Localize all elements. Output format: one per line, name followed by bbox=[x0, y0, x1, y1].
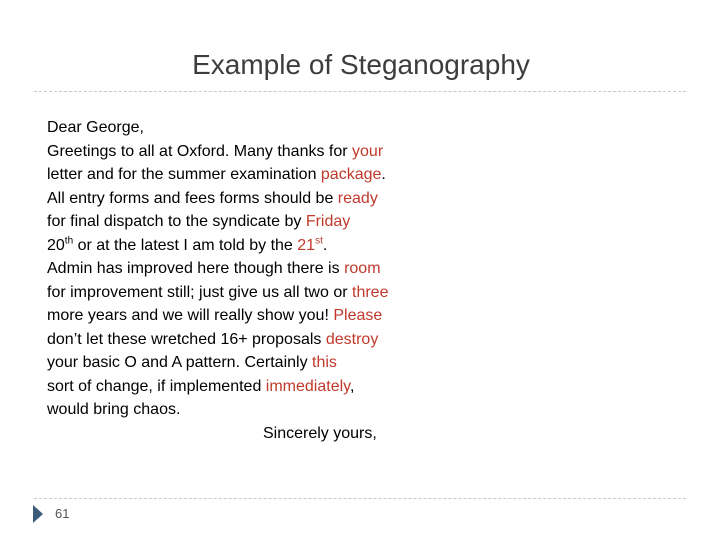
page-number: 61 bbox=[55, 506, 70, 521]
letter-line bbox=[47, 398, 467, 422]
letter-line bbox=[47, 163, 467, 187]
letter-text: Admin has improved here though there is bbox=[47, 260, 345, 277]
hidden-message-word: Friday bbox=[305, 213, 351, 230]
letter-text: th bbox=[64, 235, 74, 247]
letter-text: more years and we will really show you! bbox=[47, 307, 334, 324]
letter-line bbox=[47, 304, 467, 328]
letter-greeting: Dear George, bbox=[47, 119, 144, 136]
letter-text: . bbox=[322, 236, 328, 254]
letter-lines bbox=[47, 140, 467, 422]
letter-line bbox=[47, 351, 467, 375]
letter-line bbox=[47, 328, 467, 352]
letter-body bbox=[47, 116, 467, 445]
letter-text: or at the latest I am told by the bbox=[73, 236, 298, 254]
hidden-message-word: ready bbox=[337, 189, 378, 207]
hidden-message-word: this bbox=[312, 354, 337, 371]
hidden-message-word: room bbox=[344, 260, 381, 277]
letter-text: Greetings to all at Oxford. Many thanks for bbox=[47, 142, 353, 160]
hidden-message-word: package bbox=[320, 166, 382, 183]
hidden-message-word: your bbox=[352, 142, 384, 160]
hidden-message-word: immediately bbox=[265, 377, 350, 395]
letter-text: , bbox=[349, 377, 355, 395]
letter-text: don’t let these wretched 16+ proposals bbox=[47, 330, 326, 348]
letter-text: 20 bbox=[47, 236, 65, 254]
slide-title-text: Example of Steganography bbox=[192, 49, 530, 80]
letter-line bbox=[47, 234, 467, 258]
letter-line bbox=[47, 375, 467, 399]
letter-text: All entry forms and fees forms should be bbox=[47, 189, 338, 207]
letter-line bbox=[47, 140, 467, 164]
hidden-message-word: st bbox=[315, 235, 323, 247]
hidden-message-word: three bbox=[352, 283, 389, 301]
footer-divider bbox=[34, 498, 686, 499]
hidden-message-word: Please bbox=[333, 307, 383, 324]
title-divider bbox=[34, 91, 686, 92]
letter-signoff: Sincerely yours, bbox=[263, 424, 377, 442]
letter-text: sort of change, if implemented bbox=[47, 377, 266, 395]
hidden-message-word: 21 bbox=[297, 236, 316, 254]
letter-text: . bbox=[381, 166, 386, 183]
letter-text: letter and for the summer examination bbox=[47, 166, 321, 183]
letter-text: would bring chaos. bbox=[47, 401, 181, 418]
slide-title bbox=[0, 49, 720, 81]
letter-line bbox=[47, 187, 467, 211]
letter-text: your basic O and A pattern. Certainly bbox=[47, 354, 313, 371]
triangle-bullet-icon bbox=[33, 505, 43, 523]
letter-line bbox=[47, 257, 467, 281]
letter-text: for final dispatch to the syndicate by bbox=[47, 213, 306, 230]
letter-line bbox=[47, 281, 467, 305]
hidden-message-word: destroy bbox=[325, 330, 379, 348]
letter-line bbox=[47, 210, 467, 234]
letter-text: for improvement still; just give us all two or bbox=[47, 283, 352, 301]
